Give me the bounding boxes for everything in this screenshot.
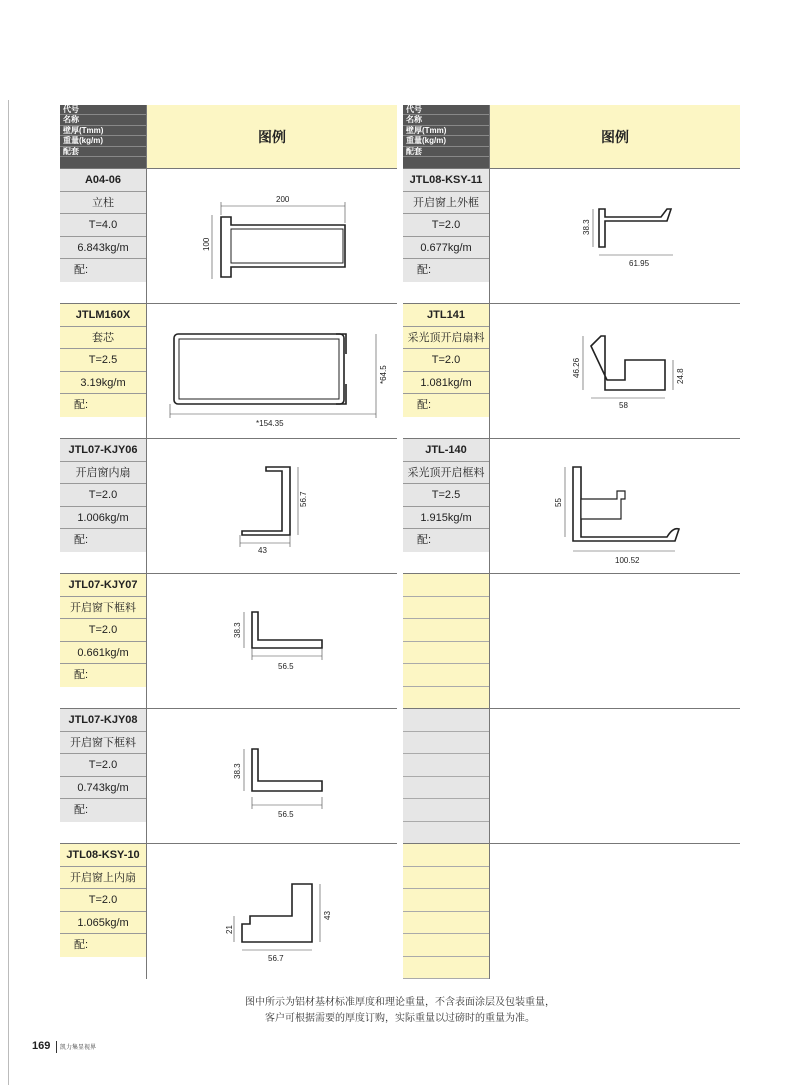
profile-keys [60,709,147,844]
profile-keys [60,844,147,979]
profile-keys [60,439,147,574]
header-title: 图例 [146,105,397,168]
footer-divider [56,1041,57,1053]
profile-weight: 3.19kg/m [60,372,146,395]
profile-thickness: T=2.0 [60,484,146,507]
empty-keys [403,574,490,709]
profile-block [403,438,740,574]
dim-label: 100 [202,237,211,251]
profile-pei: 配: [403,394,489,417]
profile-name: 开启窗下框料 [60,597,146,620]
profile-pei: 配: [60,529,146,552]
profile-code: JTL-140 [403,439,489,462]
header-key-name: 名称 [60,115,146,125]
header-key-thickness: 壁厚(Tmm) [403,126,489,136]
empty-block [403,843,740,979]
profile-block [60,168,397,304]
profile-block [60,438,397,574]
profile-pei: 配: [403,259,489,282]
profile-name: 采光顶开启框料 [403,462,489,485]
empty-keys [403,709,490,844]
profile-keys [403,304,490,439]
empty-keys [403,844,490,979]
profile-drawing [146,844,397,979]
profile-weight: 0.677kg/m [403,237,489,260]
profile-drawing [489,304,740,439]
profile-drawing [146,709,397,844]
profile-weight: 6.843kg/m [60,237,146,260]
profile-pei: 配: [60,259,146,282]
dim-label: 58 [619,401,628,410]
dim-label: 56.7 [299,491,308,507]
profile-thickness: T=2.0 [60,619,146,642]
profile-name: 开启窗下框料 [60,732,146,755]
profile-keys [403,169,490,304]
header-key-code: 代号 [403,105,489,115]
profile-thickness: T=2.0 [60,889,146,912]
profile-code: JTLM160X [60,304,146,327]
profile-pei: 配: [60,799,146,822]
footnote-line: 客户可根据需要的厚度订购，实际重量以过磅时的重量为准。 [265,1013,535,1024]
header-keys [60,105,146,168]
profile-code: JTL07-KJY08 [60,709,146,732]
profile-name: 立柱 [60,192,146,215]
dim-label: 100.52 [615,556,640,565]
profile-block [60,843,397,979]
header-key-weight: 重量(kg/m) [60,136,146,146]
profile-name: 开启窗上内扇 [60,867,146,890]
dim-label: 21 [225,925,234,934]
profile-thickness: T=2.0 [403,214,489,237]
table-header [60,105,397,168]
header-key-name: 名称 [403,115,489,125]
profile-drawing [146,439,397,574]
profile-name: 采光顶开启扇料 [403,327,489,350]
header-key-pei: 配套 [403,147,489,157]
empty-block [403,708,740,844]
profile-keys [60,304,147,439]
header-keys [403,105,489,168]
profile-drawing [146,304,397,439]
page-number: 169 [32,1040,51,1052]
profile-name: 开启窗内扇 [60,462,146,485]
dim-label: *64.5 [379,365,388,384]
header-key-weight: 重量(kg/m) [403,136,489,146]
catalog-table-right [403,105,740,982]
dim-label: 38.3 [233,763,242,779]
profile-block [403,168,740,304]
profile-code: JTL08-KSY-11 [403,169,489,192]
header-key-code: 代号 [60,105,146,115]
footer-brand: 凯力集显视界 [60,1045,97,1051]
dim-label: 46.26 [572,357,581,378]
profile-code: A04-06 [60,169,146,192]
profile-code: JTL141 [403,304,489,327]
profile-drawing [146,169,397,304]
profile-thickness: T=2.0 [60,754,146,777]
profile-drawing [146,574,397,709]
profile-pei: 配: [403,529,489,552]
dim-label: 56.5 [278,662,294,671]
empty-block [403,573,740,709]
profile-keys [60,574,147,709]
profile-code: JTL07-KJY07 [60,574,146,597]
profile-pei: 配: [60,394,146,417]
footnote [0,995,800,1027]
profile-keys [60,169,147,304]
profile-thickness: T=2.5 [60,349,146,372]
profile-name: 套芯 [60,327,146,350]
page-edge-rule [8,100,9,1085]
dim-label: 24.8 [676,368,685,384]
dim-label: 43 [323,911,332,920]
dim-label: 200 [276,195,290,204]
profile-weight: 1.006kg/m [60,507,146,530]
profile-block [403,303,740,439]
dim-label: *154.35 [256,419,284,428]
profile-weight: 1.915kg/m [403,507,489,530]
profile-pei: 配: [60,934,146,957]
profile-weight: 0.661kg/m [60,642,146,665]
profile-thickness: T=2.0 [403,349,489,372]
header-key-thickness: 壁厚(Tmm) [60,126,146,136]
dim-label: 56.7 [268,954,284,963]
dim-label: 61.95 [629,259,650,268]
profile-block [60,303,397,439]
profile-weight: 0.743kg/m [60,777,146,800]
profile-block [60,708,397,844]
profile-name: 开启窗上外框 [403,192,489,215]
profile-drawing [489,439,740,574]
dim-label: 38.3 [233,622,242,638]
header-key-pei: 配套 [60,147,146,157]
dim-label: 55 [554,498,563,507]
profile-pei: 配: [60,664,146,687]
catalog-table-left [60,105,397,982]
header-title: 图例 [489,105,740,168]
dim-label: 56.5 [278,810,294,819]
dim-label: 38.3 [582,219,591,235]
profile-code: JTL08-KSY-10 [60,844,146,867]
profile-thickness: T=4.0 [60,214,146,237]
profile-keys [403,439,490,574]
footnote-line: 图中所示为铝材基材标准厚度和理论重量，不含表面涂层及包装重量， [245,997,555,1008]
profile-code: JTL07-KJY06 [60,439,146,462]
profile-weight: 1.081kg/m [403,372,489,395]
profile-thickness: T=2.5 [403,484,489,507]
profile-drawing [489,169,740,304]
profile-weight: 1.065kg/m [60,912,146,935]
table-header [403,105,740,168]
profile-block [60,573,397,709]
dim-label: 43 [258,546,267,555]
